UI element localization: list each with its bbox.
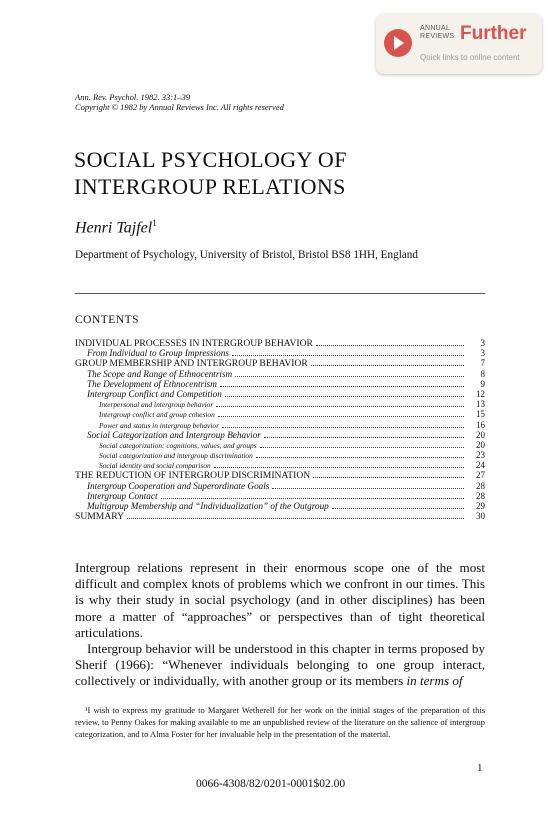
toc-entry-label: Intergroup Cooperation and Superordinate Goals [87, 480, 270, 491]
annual-reviews-further-badge[interactable] [376, 14, 542, 74]
toc-entry-label: Power and status in intergroup behavior [99, 420, 219, 430]
toc-entry[interactable] [75, 389, 485, 399]
toc-entry[interactable] [75, 501, 485, 511]
toc-entry-label: Social Categorization and Intergroup Behavior [87, 429, 261, 440]
toc-entry[interactable] [75, 491, 485, 501]
toc-entry-label: SUMMARY [75, 511, 125, 523]
paragraph-2-text: Intergroup behavior will be understood in this chapter in terms proposed by Sherif (1966): “Whenever individuals belonging to one group interact, collectively or individually, with another group or its members [75, 641, 485, 689]
toc-entry-page: 29 [476, 501, 485, 511]
toc-leader-dots [316, 338, 464, 346]
toc-entry[interactable] [75, 348, 485, 358]
toc-entry[interactable] [75, 409, 485, 419]
toc-leader-dots [232, 348, 464, 356]
toc-entry-page: 20 [476, 439, 485, 450]
toc-leader-dots [218, 409, 464, 417]
toc-entry[interactable] [75, 399, 485, 409]
copyright-line: Copyright © 1982 by Annual Reviews Inc. All rights reserved [75, 102, 284, 112]
toc-entry[interactable] [75, 430, 485, 440]
journal-line: Ann. Rev. Psychol. 1982. 33:1–39 [75, 92, 191, 102]
toc-leader-dots [161, 491, 464, 499]
toc-leader-dots [260, 440, 464, 448]
toc-entry-label: THE REDUCTION OF INTERGROUP DISCRIMINATION [75, 470, 311, 482]
badge-further: Further [460, 23, 527, 44]
toc-entry-page: 24 [476, 460, 485, 471]
toc-leader-dots [313, 470, 464, 478]
toc-entry-page: 8 [480, 368, 485, 379]
footnote-text: ¹I wish to express my gratitude to Margaret Wetherell for her work on the initial stages of the preparation of this review, to Penny Oakes for making available to me an unpublished review of the literature on the salience of intergroup categorization, and to Alma Foster for her invaluable help in the presentation of the material. [75, 705, 485, 740]
toc-entry[interactable] [75, 420, 485, 430]
table-of-contents [75, 338, 485, 521]
footnote [75, 704, 485, 741]
toc-entry-label: INDIVIDUAL PROCESSES IN INTERGROUP BEHAVIOR [75, 338, 313, 349]
affiliation: Department of Psychology, University of Bristol, Bristol BS8 1HH, England [75, 249, 418, 261]
toc-entry[interactable] [75, 511, 485, 521]
toc-leader-dots [214, 460, 464, 468]
toc-leader-dots [264, 430, 464, 438]
title-line-2: INTERGROUP RELATIONS [74, 174, 346, 199]
toc-entry-page: 30 [476, 511, 485, 522]
badge-subtitle: Quick links to online content [420, 53, 520, 62]
toc-leader-dots [220, 379, 464, 387]
toc-entry[interactable] [75, 470, 485, 480]
toc-entry-page: 7 [480, 358, 485, 369]
paragraph-2 [75, 641, 485, 690]
journal-citation [75, 92, 284, 112]
author [75, 218, 157, 237]
annual-reviews-logo-icon [383, 28, 413, 58]
toc-entry[interactable] [75, 481, 485, 491]
toc-entry-label: Intergroup conflict and group cohesion [99, 410, 215, 420]
divider [75, 293, 485, 294]
toc-leader-dots [235, 369, 464, 377]
author-name: Henri Tajfel [75, 219, 153, 237]
toc-entry-label: Social identity and social comparison [99, 461, 211, 471]
toc-entry[interactable] [75, 369, 485, 379]
toc-entry[interactable] [75, 460, 485, 470]
toc-entry-label: The Scope and Range of Ethnocentrism [87, 368, 233, 379]
page-number: 1 [477, 762, 483, 774]
toc-entry-label: GROUP MEMBERSHIP AND INTERGROUP BEHAVIOR [75, 358, 308, 370]
toc-entry-label: From Individual to Group Impressions [87, 348, 229, 359]
toc-entry-label: Social categorization and intergroup discrimination [99, 451, 253, 461]
toc-entry-page: 13 [476, 399, 485, 410]
toc-entry-page: 15 [476, 409, 485, 420]
toc-leader-dots [216, 399, 464, 407]
body-text [75, 560, 485, 690]
contents-heading: CONTENTS [75, 314, 140, 326]
toc-entry[interactable] [75, 338, 485, 348]
toc-entry-page: 3 [480, 338, 485, 348]
toc-entry[interactable] [75, 450, 485, 460]
toc-leader-dots [222, 420, 464, 428]
toc-entry[interactable] [75, 440, 485, 450]
toc-leader-dots [272, 481, 464, 489]
toc-entry-page: 3 [480, 348, 485, 359]
toc-entry-label: Intergroup Conflict and Competition [87, 388, 222, 399]
toc-entry-page: 16 [476, 419, 485, 430]
title-line-1: SOCIAL PSYCHOLOGY OF [74, 147, 347, 172]
toc-entry-page: 9 [480, 378, 485, 389]
toc-leader-dots [225, 389, 464, 397]
author-footnote-marker[interactable]: 1 [152, 218, 157, 228]
toc-leader-dots [311, 358, 464, 366]
copyright-code: 0066-4308/82/0201-0001$02.00 [196, 778, 346, 790]
toc-entry-label: Multigroup Membership and “Individualization” of the Outgroup [87, 501, 329, 511]
toc-entry[interactable] [75, 379, 485, 389]
toc-leader-dots [256, 450, 464, 458]
toc-entry-label: Intergroup Contact [87, 490, 158, 501]
toc-entry-page: 28 [476, 480, 485, 491]
toc-entry-page: 23 [476, 450, 485, 461]
toc-entry-page: 28 [476, 490, 485, 501]
paragraph-1: Intergroup relations represent in their enormous scope one of the most difficult and complex knots of problems which we confront in our times. This is why their study in social psychology (and in other disciplines) has been more a matter of “approaches” or perspectives than of tight theoretical articulations. [75, 560, 485, 640]
toc-leader-dots [332, 501, 464, 509]
toc-entry-label: Social categorization: cognitions, values, and groups [99, 440, 257, 450]
toc-entry-page: 20 [476, 429, 485, 440]
article-title [74, 146, 347, 200]
toc-entry-label: The Development of Ethnocentrism [87, 378, 217, 389]
paragraph-2-italic: in terms of [406, 673, 463, 689]
toc-entry-label: Interpersonal and intergroup behavior [99, 400, 214, 410]
toc-entry[interactable] [75, 358, 485, 368]
toc-entry-page: 12 [476, 388, 485, 399]
toc-entry-page: 27 [476, 470, 485, 481]
badge-annual-reviews: ANNUAL REVIEWS [420, 25, 455, 40]
toc-leader-dots [127, 511, 464, 519]
